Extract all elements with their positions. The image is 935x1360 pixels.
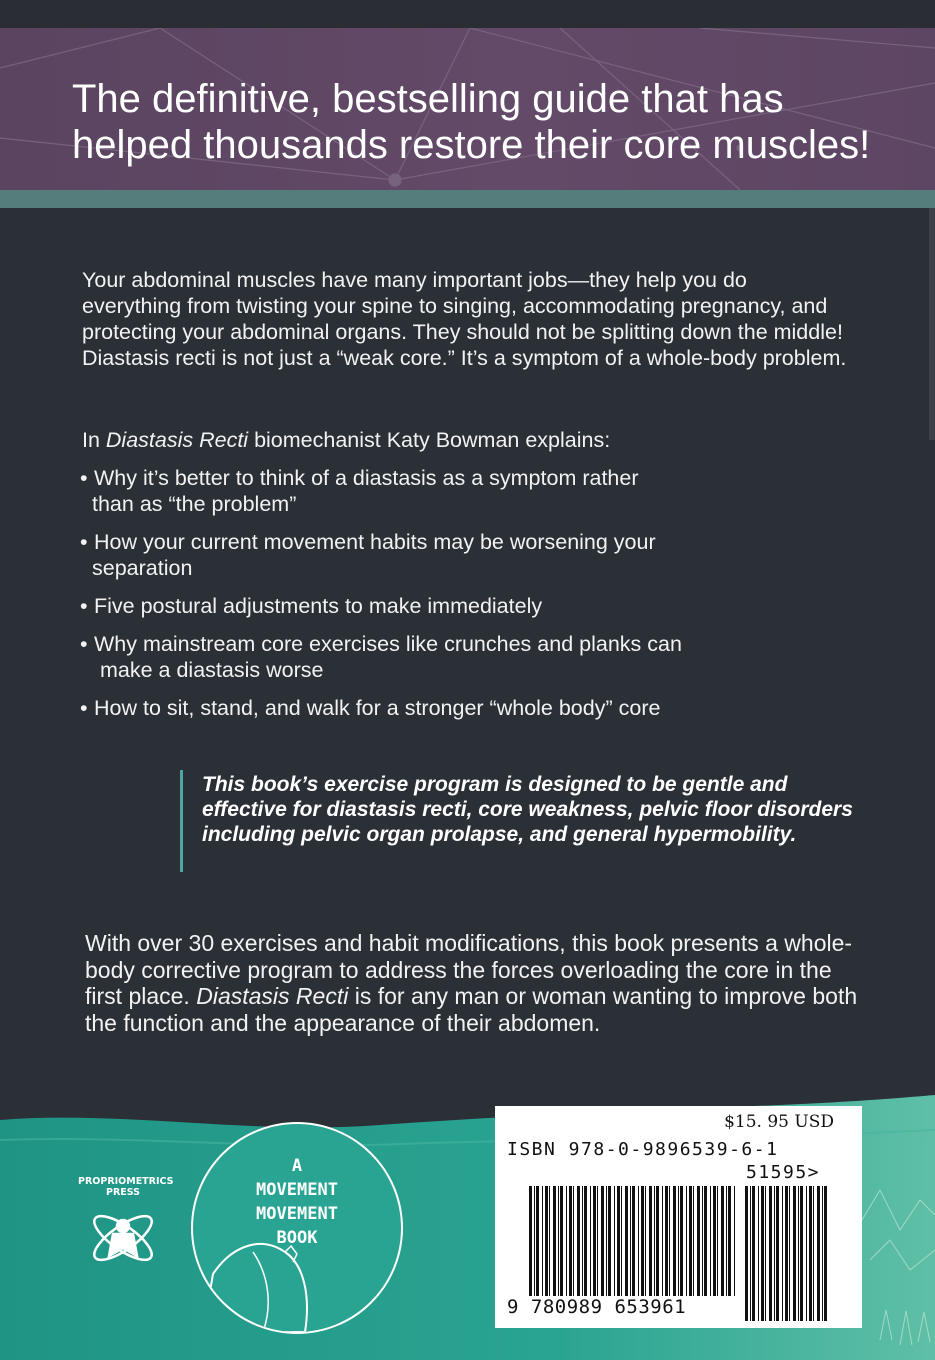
bullet-dot: • <box>80 466 88 490</box>
barcode-bar <box>673 1186 676 1296</box>
addon-number: 51595> <box>746 1162 821 1183</box>
barcode-bar <box>593 1186 596 1296</box>
barcode-bar <box>621 1186 622 1296</box>
barcode-bar <box>553 1186 556 1296</box>
barcode-bar <box>577 1186 580 1296</box>
movement-movement-badge <box>191 1122 403 1334</box>
barcode-bar <box>809 1186 812 1321</box>
barcode-bar <box>529 1186 532 1296</box>
barcode-bar <box>776 1186 779 1321</box>
barcode-bar <box>641 1186 644 1296</box>
barcode-bar <box>728 1186 731 1296</box>
bullet-line: than as “the problem” <box>92 492 297 516</box>
barcode-bar <box>606 1186 607 1296</box>
barcode-bar <box>549 1186 550 1296</box>
barcode-bar <box>625 1186 628 1296</box>
barcode-bar <box>824 1186 827 1321</box>
barcode-bar <box>717 1186 718 1296</box>
barcode-bar <box>601 1186 604 1296</box>
barcode-bar <box>669 1186 670 1296</box>
bullet-line: Why mainstream core exercises like crunches and planks can <box>94 632 682 656</box>
barcode-bar <box>597 1186 598 1296</box>
right-edge-strip <box>929 208 935 440</box>
barcode-bar <box>693 1186 694 1296</box>
barcode-bar <box>793 1186 796 1321</box>
bullet-line: How your current movement habits may be worsening your <box>94 530 656 554</box>
addon-barcode <box>745 1186 835 1326</box>
barcode-box <box>495 1106 862 1328</box>
headline-banner <box>0 28 935 190</box>
barcode-bar <box>542 1186 543 1296</box>
badge-text <box>193 1154 401 1250</box>
list-item <box>80 695 840 721</box>
publisher-line2: PRESS <box>105 1187 141 1198</box>
barcode-bar <box>632 1186 635 1296</box>
closing-paragraph <box>85 930 865 1036</box>
top-strip <box>0 0 935 28</box>
ean-number: 9 780989 653961 <box>507 1296 687 1318</box>
bullet-dot: • <box>80 594 88 618</box>
ean-barcode <box>529 1186 739 1296</box>
barcode-bar <box>765 1186 766 1321</box>
barcode-bar <box>789 1186 790 1321</box>
explains-prefix: In <box>82 428 106 452</box>
barcode-bar <box>782 1186 783 1321</box>
barcode-bar <box>608 1186 611 1296</box>
bullet-line: Why it’s better to think of a diastasis as a symptom rather <box>94 466 639 490</box>
barcode-bar <box>678 1186 679 1296</box>
barcode-bar <box>689 1186 692 1296</box>
barcode-bar <box>822 1186 823 1321</box>
barcode-bar <box>630 1186 631 1296</box>
publisher-name <box>78 1176 174 1198</box>
barcode-bar <box>734 1186 735 1296</box>
barcode-bar <box>758 1186 759 1321</box>
barcode-bar <box>774 1186 775 1321</box>
barcode-bar <box>761 1186 764 1321</box>
barcode-bar <box>680 1186 683 1296</box>
barcode-bar <box>536 1186 539 1296</box>
bullet-list <box>80 465 840 733</box>
barcode-bar <box>817 1186 820 1321</box>
barcode-bar <box>721 1186 724 1296</box>
explains-line <box>82 427 610 453</box>
barcode-bar <box>582 1186 583 1296</box>
barcode-bar <box>534 1186 535 1296</box>
teal-band <box>0 190 935 208</box>
barcode-bar <box>686 1186 687 1296</box>
barcode-bar <box>656 1186 659 1296</box>
closing-part1: With over 30 exercises and habit modifications, this book presents a whole-body corrective program to address the forces overloading the core in the first place. <box>85 930 853 1009</box>
barcode-bar <box>806 1186 807 1321</box>
bullet-dot: • <box>80 696 88 720</box>
list-item <box>80 631 840 683</box>
barcode-bar <box>584 1186 587 1296</box>
barcode-bar <box>752 1186 755 1321</box>
badge-line3: MOVEMENT <box>256 1204 338 1224</box>
barcode-bar <box>726 1186 727 1296</box>
isbn-label: ISBN 978-0-9896539-6-1 <box>507 1139 779 1160</box>
list-item <box>80 465 840 517</box>
headline: The definitive, bestselling guide that has helped thousands restore their core muscles! <box>72 77 871 167</box>
intro-paragraph: Your abdominal muscles have many important jobs—they help you do everything from twisting your spine to singing, accommodating pregnancy, and protecting your abdominal organs. They should not be splitting down the middle! Diastasis recti is not just a “weak core.” It’s a symptom of a whole-body problem. <box>82 268 847 370</box>
barcode-bar <box>617 1186 620 1296</box>
barcode-bar <box>813 1186 814 1321</box>
barcode-bar <box>545 1186 548 1296</box>
barcode-bar <box>785 1186 788 1321</box>
barcode-bar <box>665 1186 668 1296</box>
program-quote: This book’s exercise program is designed to be gentle and effective for diastasis recti, core weakness, pelvic floor disorders including pelvic organ prolapse, and general hypermobility. <box>202 773 853 846</box>
barcode-bar <box>638 1186 639 1296</box>
bullet-line: separation <box>92 556 193 580</box>
barcode-bar <box>798 1186 799 1321</box>
barcode-bar <box>614 1186 615 1296</box>
bullet-dot: • <box>80 530 88 554</box>
barcode-bar <box>645 1186 646 1296</box>
book-title-italic: Diastasis Recti <box>196 983 349 1009</box>
barcode-bar <box>702 1186 703 1296</box>
badge-line1: A <box>291 1156 303 1176</box>
barcode-bar <box>566 1186 567 1296</box>
bullet-line: Five postural adjustments to make immediately <box>94 594 543 618</box>
price-label: $15. 95 USD <box>724 1112 834 1132</box>
barcode-bar <box>560 1186 563 1296</box>
bullet-line: make a diastasis worse <box>100 658 324 682</box>
bullet-dot: • <box>80 632 88 656</box>
barcode-bar <box>745 1186 748 1321</box>
barcode-bar <box>649 1186 652 1296</box>
barcode-bar <box>710 1186 711 1296</box>
barcode-bar <box>590 1186 591 1296</box>
publisher-line1: PROPRIOMETRICS <box>78 1176 174 1187</box>
barcode-bar <box>750 1186 751 1321</box>
book-title-italic: Diastasis Recti <box>105 428 249 452</box>
barcode-bar <box>800 1186 803 1321</box>
badge-line2: MOVEMENT <box>256 1180 338 1200</box>
badge-line4: BOOK <box>276 1228 318 1248</box>
bullet-line: How to sit, stand, and walk for a stronger “whole body” core <box>94 696 661 720</box>
barcode-bar <box>662 1186 663 1296</box>
list-item <box>80 593 840 619</box>
quote-bar <box>180 770 183 872</box>
barcode-bar <box>704 1186 707 1296</box>
explains-suffix: biomechanist Katy Bowman explains: <box>248 428 611 452</box>
barcode-bar <box>573 1186 574 1296</box>
barcode-bar <box>569 1186 572 1296</box>
barcode-bar <box>654 1186 655 1296</box>
barcode-bar <box>558 1186 559 1296</box>
barcode-bar <box>769 1186 772 1321</box>
barcode-bar <box>713 1186 716 1296</box>
barcode-bar <box>697 1186 700 1296</box>
list-item <box>80 529 840 581</box>
closing-part2: is for any man or woman wanting to improve both the function and the appearance of their abdomen. <box>85 983 858 1036</box>
